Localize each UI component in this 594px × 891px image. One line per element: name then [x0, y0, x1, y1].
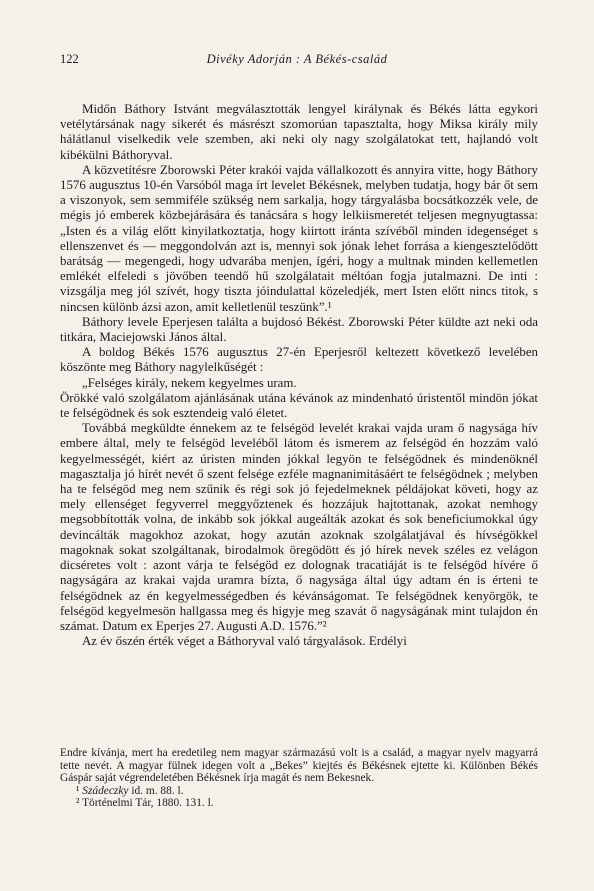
running-title: Divéky Adorján : A Békés-család	[206, 52, 388, 66]
footnote-1-rest: id. m. 88. l.	[128, 784, 184, 797]
endnote-text: Endre kívánja, mert ha eredetileg nem magyar származású volt is a család, a magyar nyelv magyarrá tette nevét. A magyar fülnek idegen volt a „Bekes” kiejtés és Békésnek ejtette ki. Különben Békés Gáspár saját végrendeletében Békésnek írja magát és nem Bekesnek.	[60, 747, 538, 785]
body-paragraph: A boldog Békés 1576 augusztus 27-én Eperjesről keltezett következő levelében köszönte meg Báthory nagylelkűségét :	[60, 345, 538, 375]
footnote-2-rest: Történelmi Tár, 1880. 131. l.	[82, 797, 214, 810]
notes-section	[60, 747, 538, 810]
body-paragraph: „Felséges király, nekem kegyelmes uram.	[82, 375, 297, 390]
body-paragraph: Örökké való szolgálatom ajánlásának utána kévánok az mindenható úristentől mindön jókat te felségödnek és sok esztendeig való életet.	[60, 390, 538, 421]
body-paragraph: Az év őszén érték véget a Báthoryval való tárgyalások. Erdélyi	[82, 634, 407, 649]
body-paragraph: Továbbá megküldte énnekem az te felségöd levelét krakai vajda uram ő nagysága hív embere által, mely te felségöd leveléből látom és ismerem az felségöd én hozzám való kegyelmességét, kiért az úristen minden jókkal legyön te felségödnek és mindenöknél magasztalja jó hírét nevét ő szent felsége ezféle magnanimitásáért te felségödnek ; melyben ha te felségöd meg nem szűnik és régi sok jó fejedelmeknek példájokat követi, hogy az mely ellenséget fegyverrel meggyőztenek és hozzájuk hajtottanak, azokat nemhogy megsobbították volna, de inkább sok jókkal augeálták azokat és sok beneficiumokkal úgy devincálták magokhoz azokat, hogy azután azoknak szolgálatjával és hívségökkel magoknak sokat szolgáltanak, birodalmok öregödött és jó hírek nevek széles ez velágon dicséretes volt : azont várja te felségöd ez dolognak tracatiáját is te felségöd hívére ő nagyságára az krakai vajda uramra bízta, ő nagysága által úgy adtam én is érteni te felségödnek az én kegyelmességedben és kévánságomat. Te felségödnek kenyörgök, te felségöd kegyelmesön hallgassa meg és higyje meg szavát ő nagyságának mint tulajdon én számat. Datum ex Eperjes 27. Augusti A.D. 1576.”²	[60, 421, 538, 633]
page-number: 122	[60, 52, 79, 66]
footnote-1-source: Szádeczky	[82, 784, 129, 797]
footnote-1-mark: ¹	[76, 784, 80, 797]
body-paragraph: Midőn Báthory Istvánt megválasztották lengyel királynak és Békés látta egykori vetélytársának nagy sikerét és másrészt szomorúan tapasztalta, hogy Miksa király mily hálátlanul viselkedik vele szemben, aki neki oly nagy szolgálatokat tett, hajlandó volt kibékülni Báthoryval.	[60, 102, 538, 162]
footnote-2	[60, 797, 538, 810]
footnote-2-mark: ²	[76, 797, 80, 810]
body-paragraph: A közvetítésre Zborowski Péter krakói vajda vállalkozott és annyira vitte, hogy Báthory 1576 augusztus 10-én Varsóból maga írt levelet Békésnek, melyben tudatja, hogy bár őt sem a viszonyok, sem semmiféle szükség nem sarkalja, hogy tárgyalásba bocsátkozzék vele, de mégis jó emberek közbejárására és tanácsára s hogy lelkiismeretét teljesen megnyugtassa: „Isten és a világ előtt kinyilatkoztatja, hogy kiirtott iránta szívéből minden idegenséget s ellenszenvet és — meggondolván azt is, mennyi sok jónak lehet forrása a kiengesztelődött barátság — megengedi, hogy udvarába menjen, ígéri, hogy a multnak minden kellemetlen emlékét elfeledi s jövőben teendő hű szolgálatait méltóan fogja jutalmazni. De inti : vizsgálja meg jól szívét, hogy tiszta jóindulattal közeledjék, mert Isten előtt nincs titok, s nincsen különb ázsi azon, amit kelletlenül teszünk”.¹	[60, 162, 538, 314]
footnote-1	[60, 785, 538, 798]
main-text	[60, 102, 538, 649]
page-header	[60, 52, 534, 72]
body-paragraph: Báthory levele Eperjesen találta a bujdosó Békést. Zborowski Péter küldte azt neki oda titkára, Maciejowski János által.	[60, 314, 538, 345]
